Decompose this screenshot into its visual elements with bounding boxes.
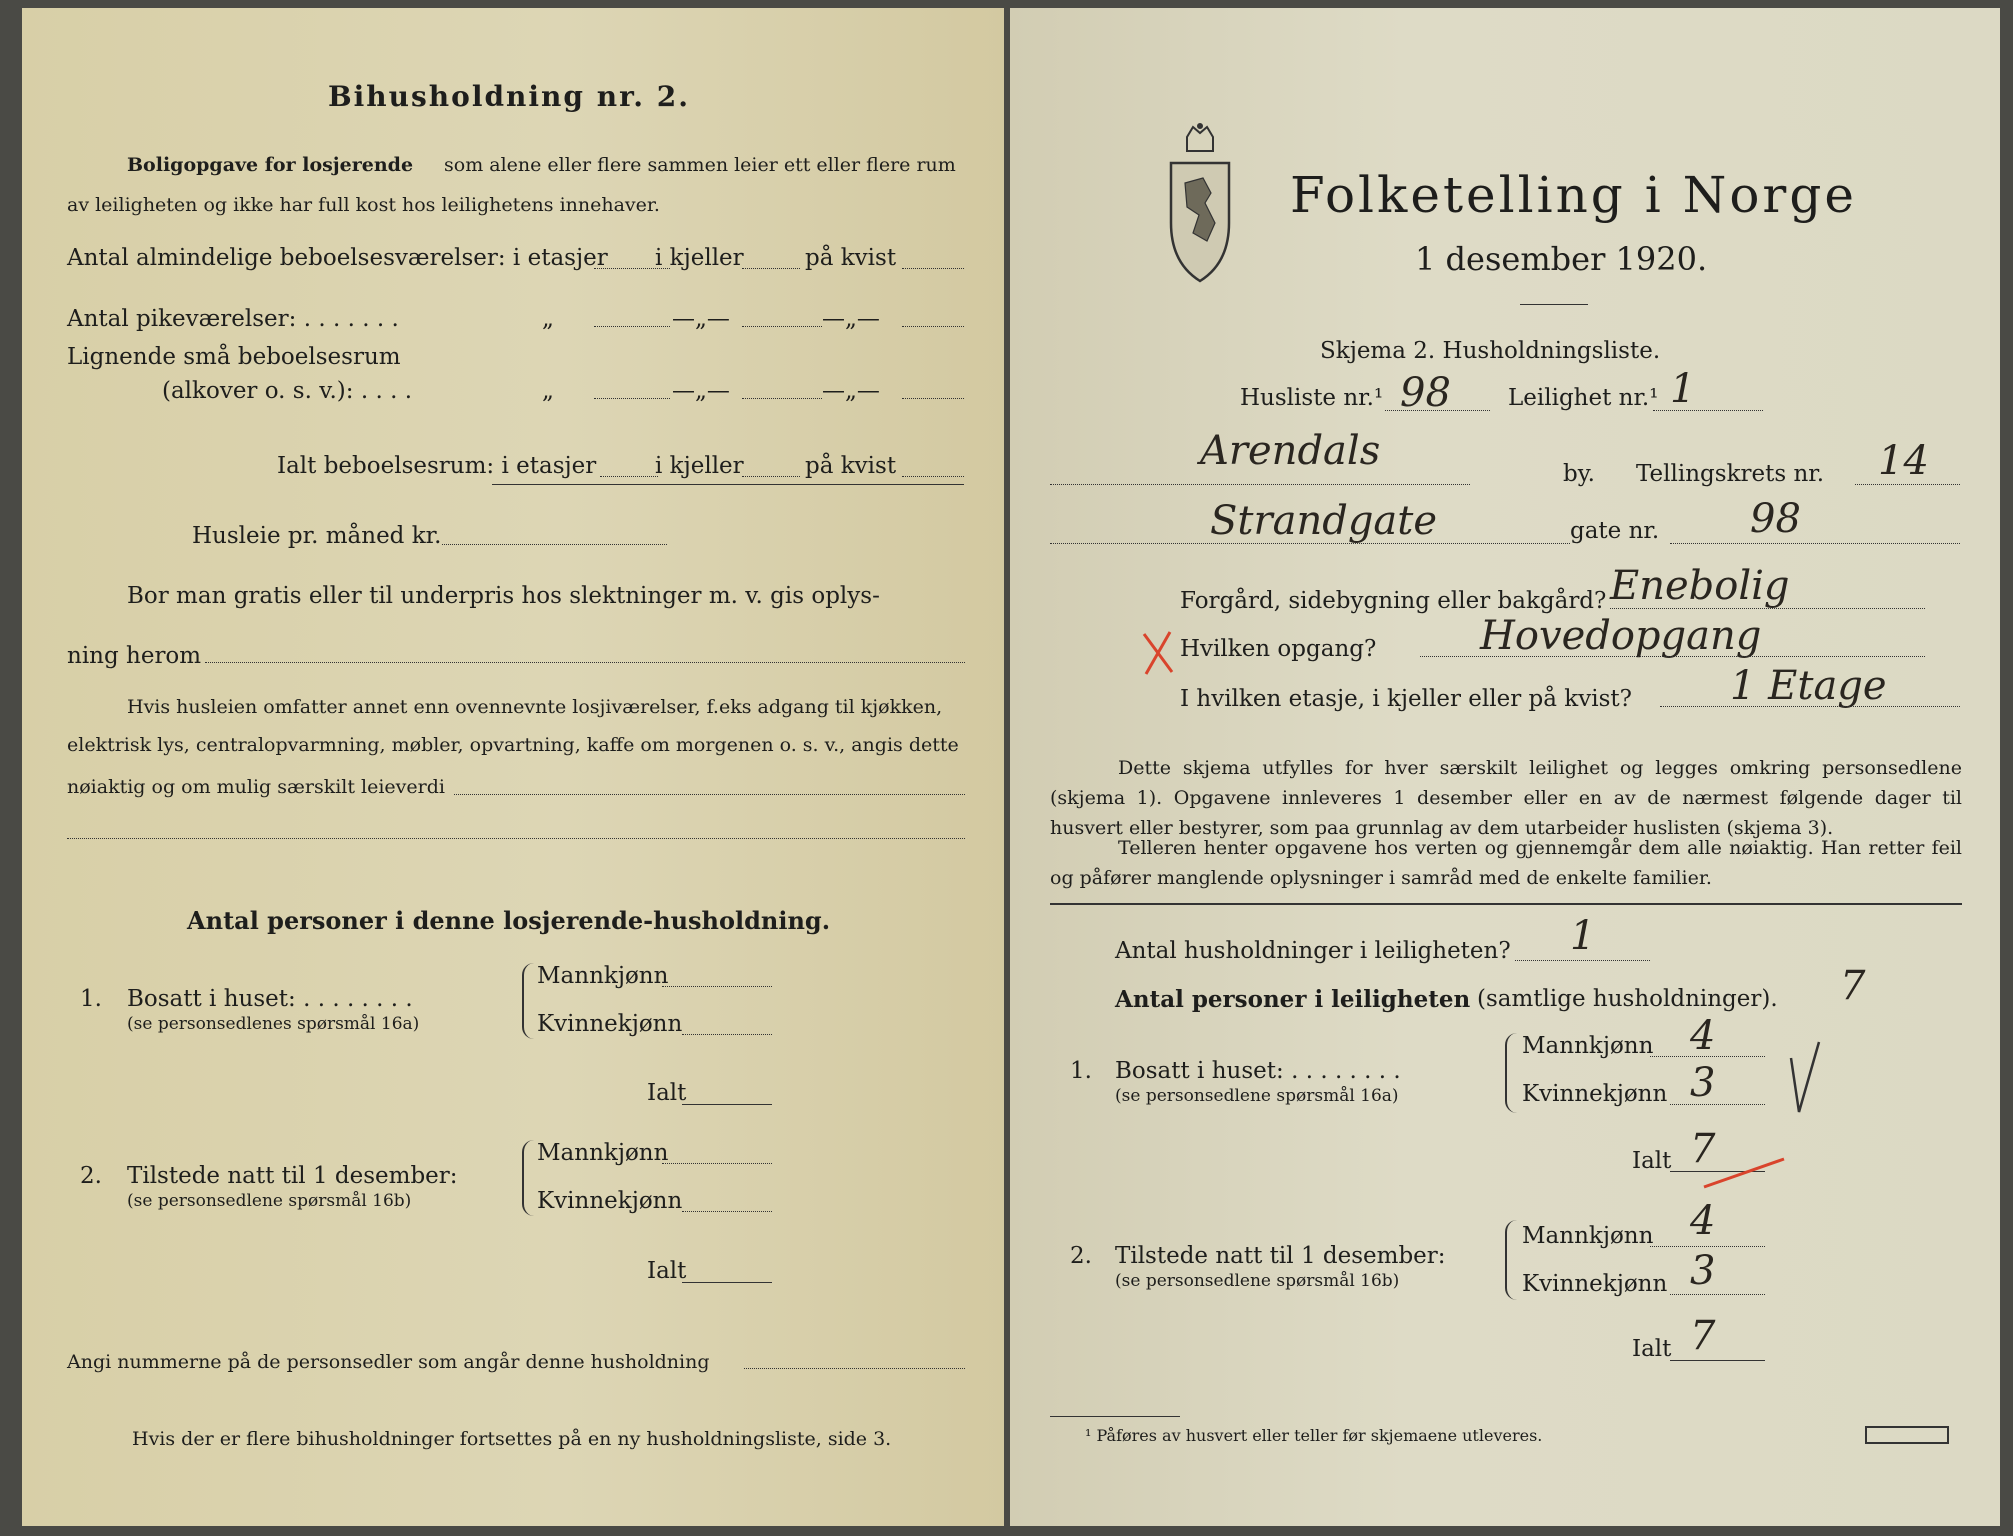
city-line xyxy=(1050,484,1470,485)
bihusholdning-title: Bihusholdning nr. 2. xyxy=(328,80,690,113)
pike-ditto: „ xyxy=(542,306,554,332)
lignende-ditto-3: —„— xyxy=(822,378,880,404)
etasje-value: 1 Etage xyxy=(1730,663,1887,709)
ialt-kjeller-line xyxy=(742,476,800,477)
husliste-line xyxy=(1385,410,1490,411)
forgard-value: Enebolig xyxy=(1610,563,1790,609)
husliste-label: Husliste nr.¹ xyxy=(1240,385,1384,411)
krets-label: Tellingskrets nr. xyxy=(1636,461,1825,487)
hvis-text-2: elektrisk lys, centralopvarmning, møbler, opvartning, kaffe om morgenen o. s. v., angis dette xyxy=(67,734,959,756)
q2-sub: (se personsedlene spørsmål 16b) xyxy=(127,1191,412,1211)
r-q2-mann-value: 4 xyxy=(1690,1198,1716,1244)
opgang-value: Hovedopgang xyxy=(1480,613,1762,659)
etasje-line xyxy=(1660,706,1960,707)
ialt-kvist-line xyxy=(902,476,964,477)
rooms-label: Antal almindelige beboelsesværelser: i etasjer xyxy=(67,245,608,271)
leilighet-value: 1 xyxy=(1670,366,1696,412)
form-date: 1 desember 1920. xyxy=(1415,240,1708,278)
q2-kvinne: Kvinnekjønn xyxy=(537,1188,683,1214)
r-q2-ialt-line xyxy=(1670,1360,1765,1361)
q2-kvinne-line xyxy=(682,1211,772,1212)
personer-label: Antal personer i leiligheten xyxy=(1115,986,1471,1013)
r-q1-sub: (se personsedlene spørsmål 16a) xyxy=(1115,1086,1399,1106)
leilighet-label: Leilighet nr.¹ xyxy=(1508,385,1659,411)
x-mark-icon xyxy=(1140,628,1176,678)
r-q2-ialt-label: Ialt xyxy=(1632,1336,1672,1362)
instructions-para-2: Telleren henter opgavene hos verten og gjennemgår dem alle nøiaktig. Han retter feil og påfører manglende oplysninger i samråd med de enkelte familier. xyxy=(1050,837,1962,889)
rooms-kvist: på kvist xyxy=(805,245,897,271)
pike-label: Antal pikeværelser: . . . . . . . xyxy=(67,306,399,332)
q1-brace xyxy=(522,963,534,1039)
red-check-stroke-icon xyxy=(1700,1153,1790,1193)
angi-line xyxy=(744,1368,965,1369)
coat-of-arms-icon xyxy=(1165,123,1235,283)
intro-rest-2: av leiligheten og ikke har full kost hos leilighetens innehaver. xyxy=(67,194,660,216)
hvis-text-3: nøiaktig og om mulig særskilt leieverdi xyxy=(67,776,445,798)
etasje-label: I hvilken etasje, i kjeller eller på kvist? xyxy=(1180,686,1632,712)
section-rule xyxy=(1050,903,1962,905)
printer-stamp-icon xyxy=(1865,1426,1949,1444)
city-value: Arendals xyxy=(1200,428,1381,474)
q1-mann: Mannkjønn xyxy=(537,963,669,989)
ialt-etasjer-line xyxy=(600,476,658,477)
intro-bold: Boligopgave for losjerende xyxy=(127,154,414,176)
footer-text: Hvis der er flere bihusholdninger fortsettes på en ny husholdningsliste, side 3. xyxy=(132,1428,892,1450)
lignende-ditto-2: —„— xyxy=(672,378,730,404)
by-label: by. xyxy=(1563,461,1595,487)
ialt-underline xyxy=(492,484,964,485)
q1-ialt-line xyxy=(682,1104,772,1105)
lignende-label-2: (alkover o. s. v.): . . . . xyxy=(162,378,413,404)
check-tick-icon xyxy=(1785,1038,1825,1118)
lignende-label-1: Lignende små beboelsesrum xyxy=(67,344,401,370)
q1-kvinne-line xyxy=(682,1034,772,1035)
q2-mann: Mannkjønn xyxy=(537,1140,669,1166)
persons-heading: Antal personer i denne losjerende-husholdning. xyxy=(187,906,831,935)
r-q2-mann-line xyxy=(1650,1246,1765,1247)
q1-mann-line xyxy=(662,986,772,987)
q1-sub: (se personsedlenes spørsmål 16a) xyxy=(127,1014,420,1034)
q1-ialt: Ialt xyxy=(647,1080,687,1106)
q2-label: Tilstede natt til 1 desember: xyxy=(127,1163,458,1189)
gate-label: gate nr. xyxy=(1570,518,1660,544)
instructions-para-1: Dette skjema utfylles for hver særskilt leilighet og legges omkring personsedlene (skjema 1). Opgavene innleveres 1 desember eller en av de nærmest følgende dager til husvert eller bestyrer, som paa grunnlag av dem utarbeider huslisten (skjema 3). xyxy=(1050,757,1962,839)
personer-label-rest: (samtlige husholdninger). xyxy=(1477,986,1778,1012)
ialt-rooms-label: Ialt beboelsesrum: i etasjer xyxy=(277,453,597,479)
r-q2-ialt-value: 7 xyxy=(1690,1313,1716,1359)
r-q1-kvinne-label: Kvinnekjønn xyxy=(1522,1081,1668,1107)
q2-brace xyxy=(522,1140,534,1216)
bor-text-1: Bor man gratis eller til underpris hos slektninger m. v. gis oplys- xyxy=(127,583,880,609)
r-q2-brace xyxy=(1505,1220,1517,1300)
r-q1-kvinne-value: 3 xyxy=(1690,1060,1716,1106)
pike-line-1 xyxy=(594,326,670,327)
husleie-label: Husleie pr. måned kr. xyxy=(192,523,442,549)
q1-label: Bosatt i huset: . . . . . . . . xyxy=(127,986,413,1012)
husholdninger-line xyxy=(1515,960,1650,961)
r-q1-mann-line xyxy=(1650,1056,1765,1057)
q2-mann-line xyxy=(662,1163,772,1164)
husleie-line xyxy=(442,544,667,545)
q2-ialt-line xyxy=(682,1282,772,1283)
right-page xyxy=(1010,8,2000,1526)
gate-value: Strandgate xyxy=(1210,498,1438,544)
r-q1-label: Bosatt i huset: . . . . . . . . xyxy=(1115,1058,1401,1084)
personer-value: 7 xyxy=(1840,963,1866,1009)
pike-ditto-3: —„— xyxy=(822,306,880,332)
forgard-label: Forgård, sidebygning eller bakgård? xyxy=(1180,588,1607,614)
angi-text: Angi nummerne på de personsedler som angår denne husholdning xyxy=(67,1351,710,1373)
q2-ialt: Ialt xyxy=(647,1258,687,1284)
r-q2-kvinne-label: Kvinnekjønn xyxy=(1522,1271,1668,1297)
ialt-kvist: på kvist xyxy=(805,453,897,479)
husholdninger-value: 1 xyxy=(1570,913,1596,959)
r-q1-ialt-value: 7 xyxy=(1690,1126,1716,1172)
r-q1-brace xyxy=(1505,1033,1517,1113)
krets-line xyxy=(1855,484,1960,485)
bor-line xyxy=(205,662,965,663)
rooms-kjeller-line xyxy=(742,268,800,269)
r-q2-sub: (se personsedlene spørsmål 16b) xyxy=(1115,1271,1400,1291)
r-q1-ialt-label: Ialt xyxy=(1632,1148,1672,1174)
form-title: Folketelling i Norge xyxy=(1290,166,1857,224)
husholdninger-label: Antal husholdninger i leiligheten? xyxy=(1115,938,1511,964)
pike-line-3 xyxy=(902,326,964,327)
footnote-text: ¹ Påføres av husvert eller teller før skjemaene utleveres. xyxy=(1085,1426,1543,1445)
footnote-rule xyxy=(1050,1416,1180,1417)
hvis-line-2 xyxy=(67,838,965,839)
r-q2-kvinne-line xyxy=(1670,1294,1765,1295)
opgang-label: Hvilken opgang? xyxy=(1180,636,1377,662)
rooms-kvist-line xyxy=(902,268,964,269)
pike-line-2 xyxy=(742,326,822,327)
r-q2-mann-label: Mannkjønn xyxy=(1522,1223,1654,1249)
q1-num: 1. xyxy=(80,986,102,1012)
lignende-ditto: „ xyxy=(542,378,554,404)
q1-kvinne: Kvinnekjønn xyxy=(537,1011,683,1037)
krets-value: 14 xyxy=(1878,438,1929,484)
intro-rest-1: som alene eller flere sammen leier ett eller flere rum xyxy=(444,154,956,176)
pike-ditto-2: —„— xyxy=(672,306,730,332)
q2-num: 2. xyxy=(80,1163,102,1189)
gate-line xyxy=(1050,543,1570,544)
r-q2-label: Tilstede natt til 1 desember: xyxy=(1115,1243,1446,1269)
left-page xyxy=(22,8,1004,1526)
r-q1-num: 1. xyxy=(1070,1058,1092,1084)
husliste-value: 98 xyxy=(1400,370,1451,416)
lignende-line-2 xyxy=(742,398,822,399)
gate-nr-line xyxy=(1670,543,1960,544)
lignende-line-3 xyxy=(902,398,964,399)
lignende-line-1 xyxy=(594,398,670,399)
bor-text-2: ning herom xyxy=(67,643,202,669)
r-q2-num: 2. xyxy=(1070,1243,1092,1269)
title-rule xyxy=(1520,304,1588,305)
r-q1-mann-value: 4 xyxy=(1690,1013,1716,1059)
hvis-line xyxy=(454,794,965,795)
forgard-line xyxy=(1610,608,1925,609)
hvis-text-1: Hvis husleien omfatter annet enn ovennevnte losjiværelser, f.eks adgang til kjøkken, xyxy=(127,696,943,718)
skjema-label: Skjema 2. Husholdningsliste. xyxy=(1320,338,1661,364)
opgang-line xyxy=(1420,656,1925,657)
rooms-kjeller: i kjeller xyxy=(655,245,744,271)
r-q1-mann-label: Mannkjønn xyxy=(1522,1033,1654,1059)
r-q1-kvinne-line xyxy=(1670,1104,1765,1105)
ialt-kjeller: i kjeller xyxy=(655,453,744,479)
gate-nr-value: 98 xyxy=(1750,496,1801,542)
leilighet-line xyxy=(1653,410,1763,411)
r-q2-kvinne-value: 3 xyxy=(1690,1248,1716,1294)
